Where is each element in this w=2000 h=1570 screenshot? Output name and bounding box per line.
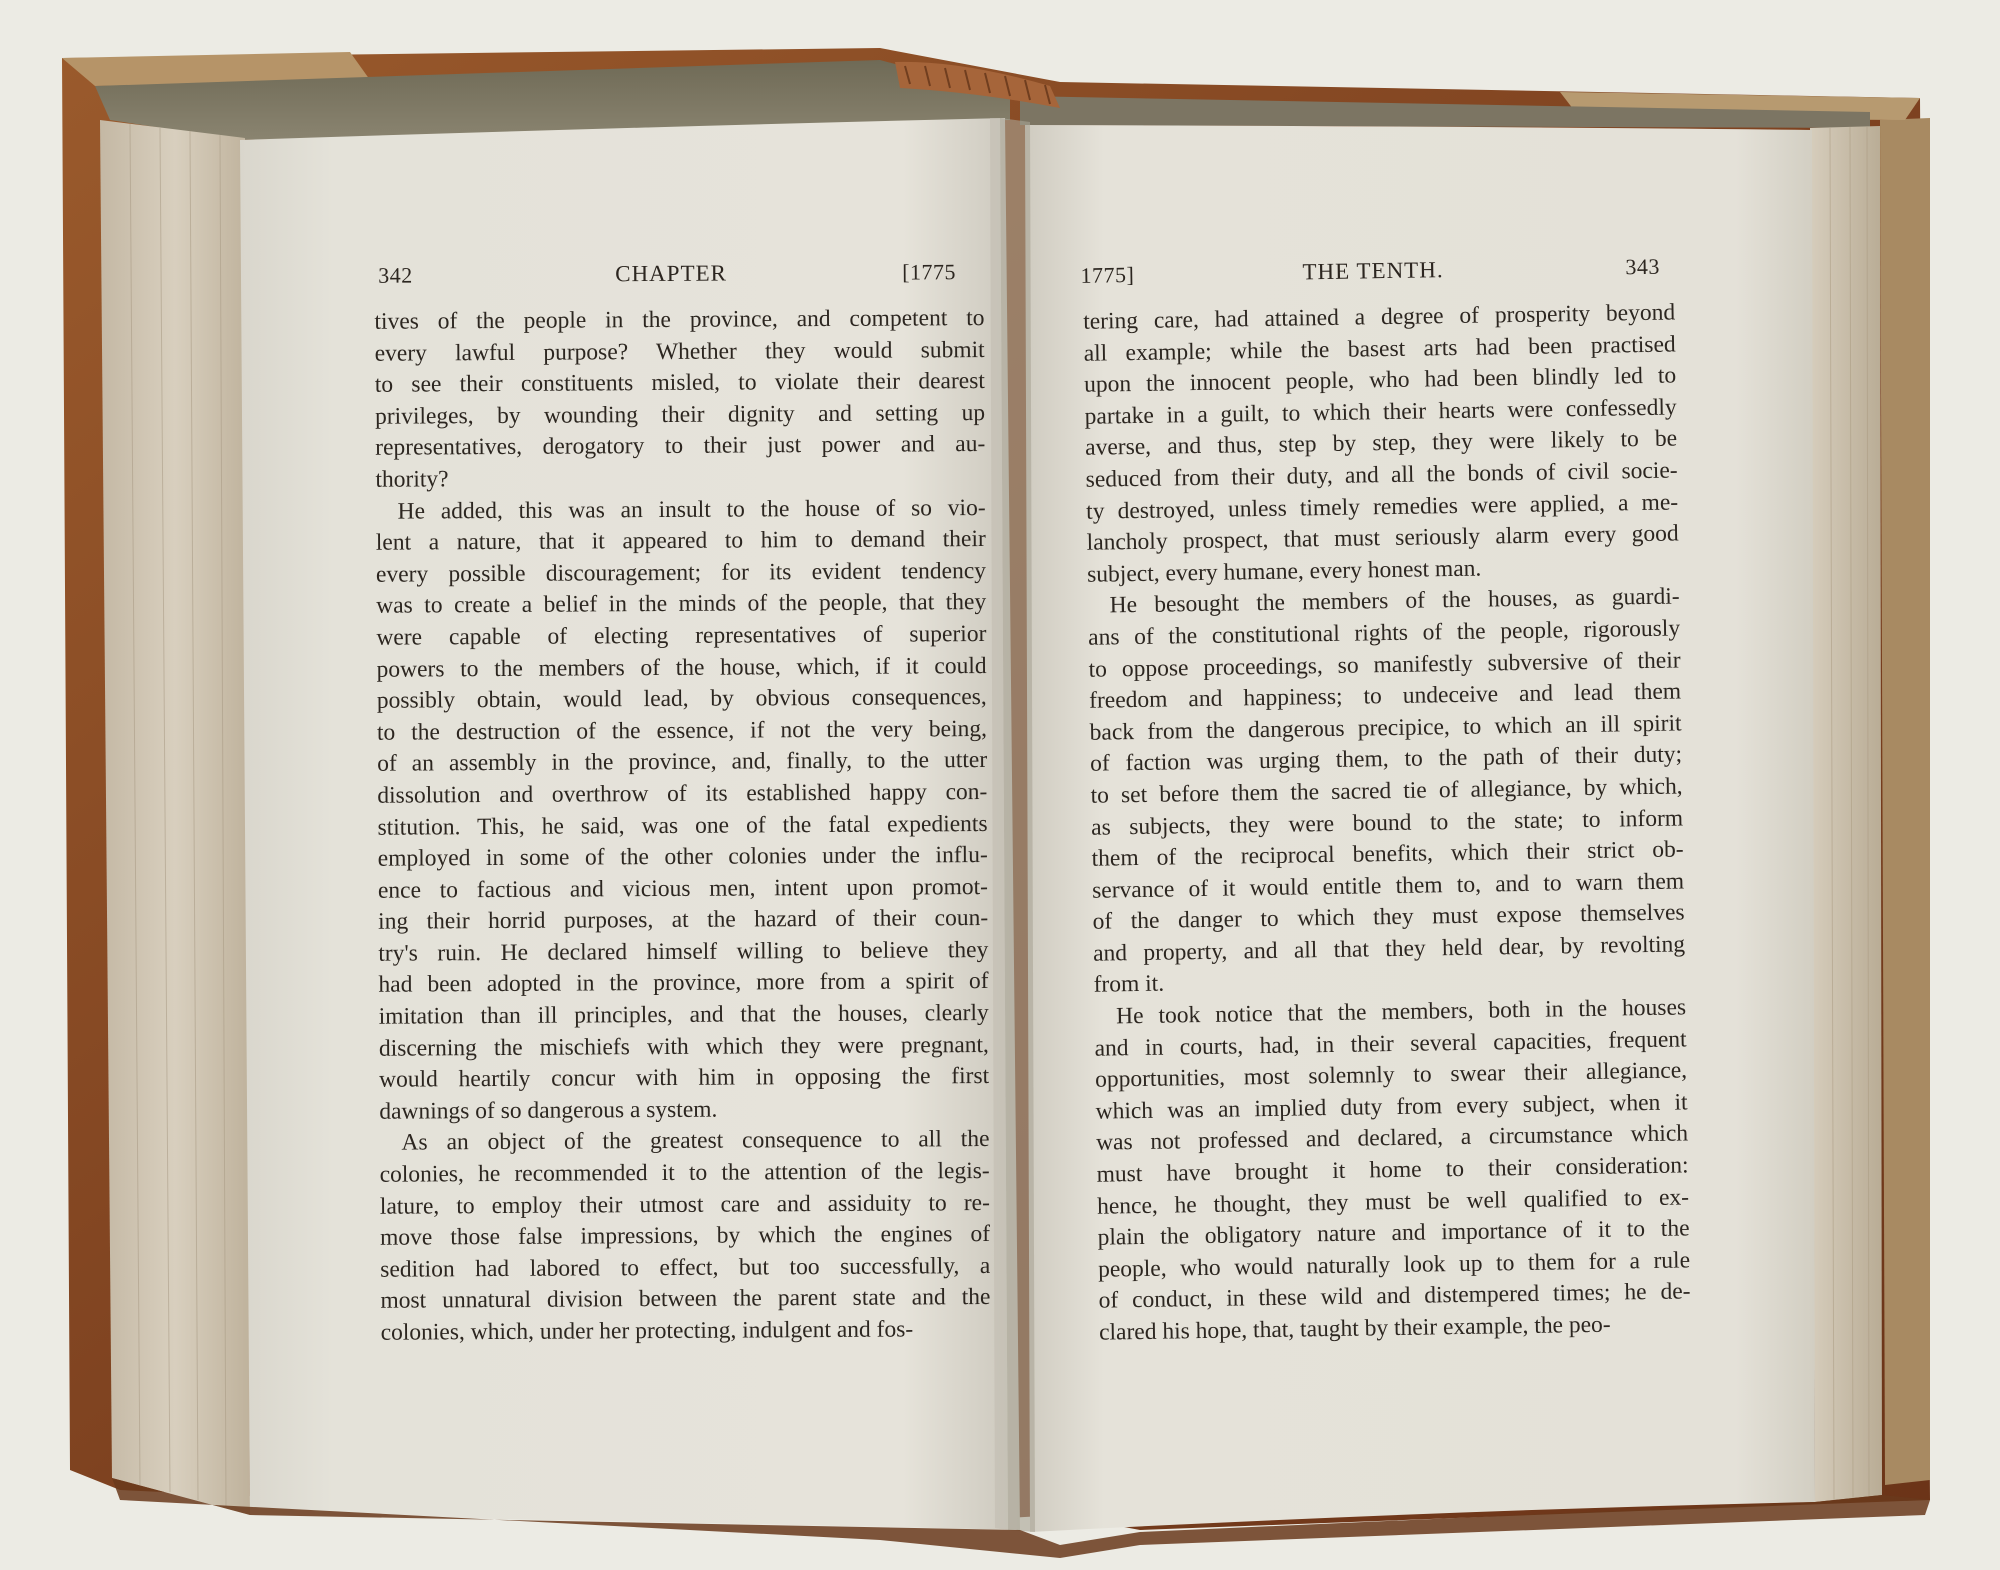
text-line: stitution. This, he said, was one of the fatal expedients [377,810,988,841]
text-line: was to create a belief in the minds of the people, that they [376,589,987,620]
right-running-head [1070,253,1711,303]
text-line: opportunities, most solemnly to swear their allegiance, [1094,1057,1688,1093]
text-line: move those false impressions, by which the engines of [379,1221,991,1251]
left-page-body [374,303,990,1349]
right-page-number: 343 [1625,253,1661,280]
text-line: freedom and happiness; to undeceive and lead them [1088,678,1682,714]
right-page-body [1083,298,1691,1350]
text-line: clared his hope, that, taught by their example, the peo- [1098,1311,1611,1346]
text-line: back from the dangerous precipice, to which an ill spirit [1089,710,1682,746]
text-line: was not professed and declared, a circumstance which [1095,1120,1689,1157]
text-line: all example; while the basest arts had been practised [1083,331,1676,367]
text-line: ing their horrid purposes, at the hazard of their coun- [378,905,989,935]
text-line: of an assembly in the province, and, finally, to the utter [377,747,988,778]
text-line: from it. [1093,971,1165,999]
text-line: As an object of the greatest consequence to all the [401,1126,990,1157]
text-line: hence, he thought, they must be well qualified to ex- [1096,1184,1690,1220]
text-line: powers to the members of the house, which, if it could [376,652,987,683]
text-line: to oppose proceedings, so manifestly subversive of their [1088,646,1681,683]
text-line: servance of it would entitle them to, and to warn them [1091,868,1685,904]
text-line: as subjects, they were bound to the state; to inform [1090,804,1684,841]
text-line: had been adopted in the province, more from a spirit of [378,968,989,999]
left-page-edges [100,120,250,1515]
text-line: most unnatural division between the parent state and the [380,1284,991,1315]
text-line: colonies, he recommended it to the attention of the legis- [379,1158,990,1188]
text-line: people, who would naturally look up to them for a rule [1097,1247,1691,1283]
text-line: seduced from their duty, and all the bonds of civil socie- [1085,457,1678,493]
text-line: employed in some of the other colonies under the influ- [377,842,988,872]
text-line: and in courts, had, in their several capacities, frequent [1094,1026,1687,1062]
right-running-year: 1775] [1080,261,1135,288]
right-page [1070,235,1730,1535]
text-line: to the destruction of the essence, if not the very being, [376,715,988,746]
left-running-head [330,259,1065,303]
text-line: of faction was urging them, to the path of their duty; [1089,741,1683,778]
right-running-title: THE TENTH. [1302,257,1444,285]
text-line: every lawful purpose? Whether they would submit [374,336,985,367]
text-line: sedition had labored to effect, but too successfully, a [380,1252,991,1283]
text-line: upon the innocent people, who had been blindly led to [1083,362,1677,398]
text-line: would heartily concur with him in opposing the first [379,1063,990,1093]
text-line: tering care, had attained a degree of prosperity beyond [1083,299,1676,335]
text-line: imitation than ill principles, and that the houses, clearly [378,1000,989,1030]
text-line: and property, and all that they held dear, by revolting [1092,931,1686,967]
left-running-title: CHAPTER [615,260,728,287]
text-line: colonies, which, under her protecting, indulgent and fos- [380,1316,914,1346]
text-line: partake in a guilt, to which their hearts were confessedly [1084,394,1677,430]
text-line: were capable of electing representatives of superior [376,620,987,651]
text-line: averse, and thus, step by step, they were likely to be [1084,425,1678,462]
text-line: He took notice that the members, both in the houses [1115,994,1687,1030]
text-line: possibly obtain, would lead, by obvious consequences, [376,684,987,714]
text-line: representatives, derogatory to their just power and au- [375,431,986,462]
text-line: He added, this was an insult to the house of so vio- [397,494,986,525]
text-line: ans of the constitutional rights of the people, rigorously [1087,615,1681,651]
text-line: thority? [375,466,449,493]
text-line: them of the reciprocal benefits, which their strict ob- [1091,836,1684,872]
text-line: every possible discouragement; for its evident tendency [375,557,987,588]
text-line: dawnings of so dangerous a system. [379,1096,718,1125]
text-line: which was an implied duty from every subject, when it [1095,1089,1688,1125]
text-line: lancholy prospect, that must seriously alarm every good [1086,520,1679,556]
text-line: of the danger to which they must expose themselves [1092,899,1685,936]
text-line: try's ruin. He declared himself willing to believe they [378,936,989,967]
text-line: to set before them the sacred tie of allegiance, by which, [1090,773,1683,809]
text-line: plain the obligatory nature and importance of it to the [1097,1215,1690,1251]
text-line: ence to factious and vicious men, intent upon promot- [377,873,989,904]
text-line: He besought the members of the houses, as guardi- [1109,583,1680,619]
left-running-year: [1775 [902,259,957,285]
left-page [330,241,1073,1535]
text-line: subject, every humane, every honest man. [1086,555,1482,588]
text-line: discerning the mischiefs with which they were pregnant, [378,1031,989,1062]
text-line: must have brought it home to their consideration: [1096,1152,1689,1188]
right-page-edges [1810,126,1882,1502]
text-line: to see their constituents misled, to violate their dearest [374,368,985,398]
text-line: dissolution and overthrow of its established happy con- [377,778,988,809]
left-page-number: 342 [378,262,413,288]
text-line: lature, to employ their utmost care and assiduity to re- [379,1189,990,1220]
text-line: ty destroyed, unless timely remedies were applied, a me- [1085,489,1679,525]
text-line: tives of the people in the province, and competent to [374,305,985,335]
cover-cloth-right [1880,118,1930,1485]
text-line: privileges, by wounding their dignity and setting up [374,399,986,430]
text-line: of conduct, in these wild and distempered times; he de- [1098,1278,1691,1315]
text-line: lent a nature, that it appeared to him to demand their [375,526,986,556]
